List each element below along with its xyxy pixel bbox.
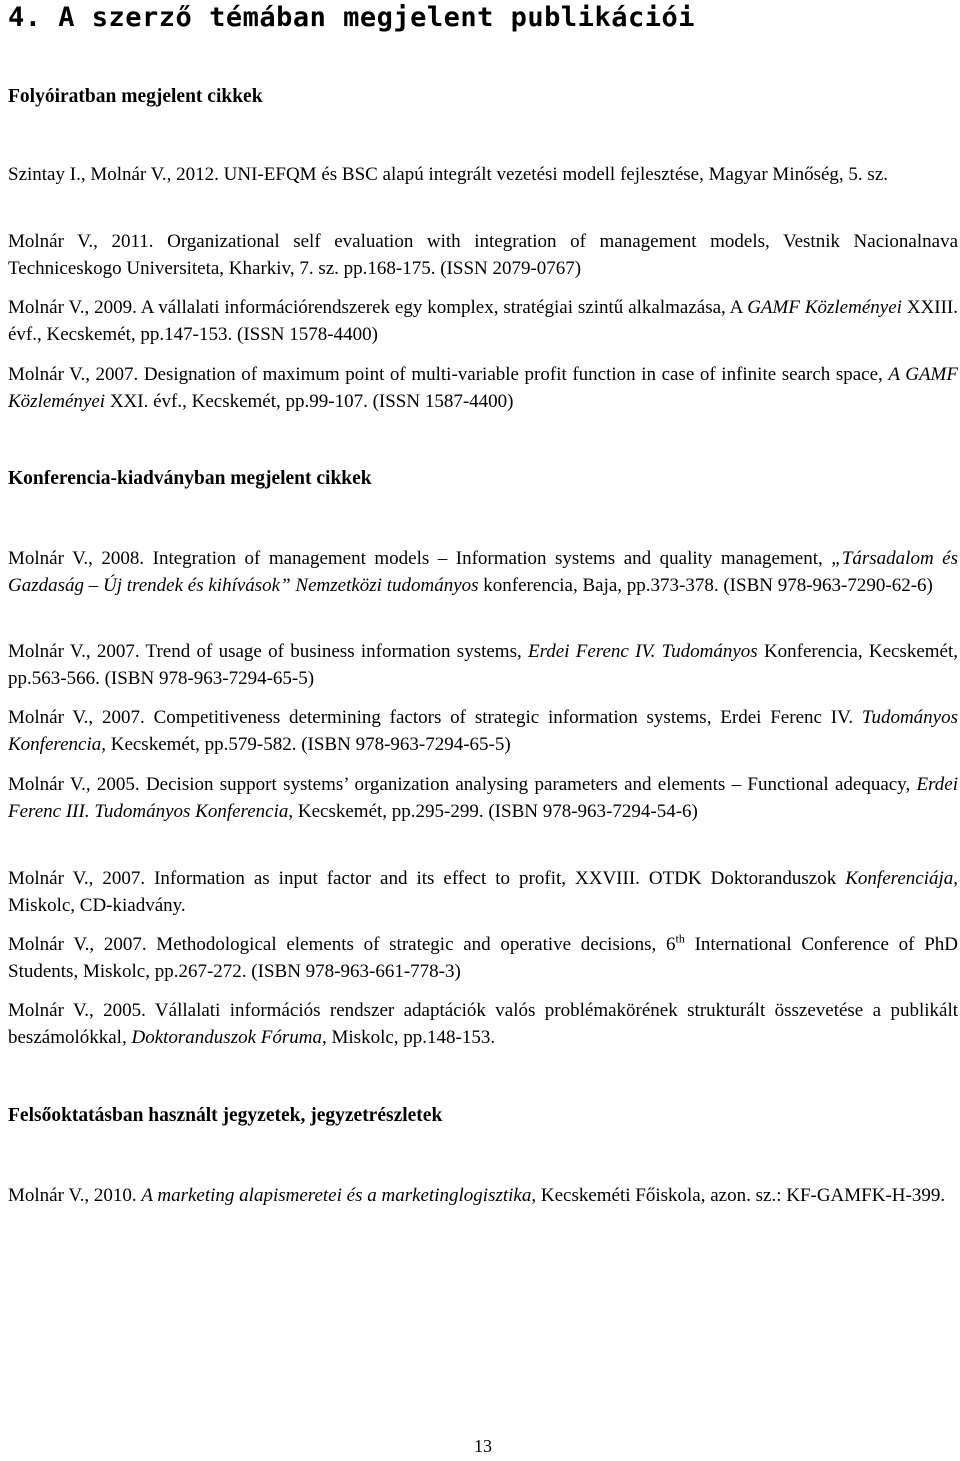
publication-entry: Molnár V., 2007. Trend of usage of business information systems, Erdei Ferenc IV. Tudományos Konferencia, Kecskemét, pp.563-566. (ISBN 978-963-7294-65-5) [8, 641, 958, 689]
publication-entry: Molnár V., 2007. Methodological elements of strategic and operative decisions, 6th International Conference of PhD Students, Miskolc, pp.267-272. (ISBN 978-963-661-778-3) [8, 931, 958, 982]
publication-entry: Molnár V., 2008. Integration of management models – Information systems and quality management, „Társadalom és Gazdaság – Új trendek és kihívások” Nemzetközi tudományos konferencia, Baja, pp.373-378. (ISBN 978-963-7290-62-6) [8, 548, 959, 596]
page-number: 13 [474, 1436, 492, 1456]
publication-entry: Molnár V., 2011. Organizational self evaluation with integration of management models, Vestnik Nacionalnava Techniceskogo Universiteta, Kharkiv, 7. sz. pp.168-175. (ISSN 2079-0767) [8, 231, 958, 279]
publication-entry: Molnár V., 2005. Decision support systems’ organization analysing parameters and elements – Functional adequacy, Erdei Ferenc III. Tudományos Konferencia, Kecskemét, pp.295-299. (ISBN 978-963-7294-54-6) [8, 774, 958, 822]
publication-entry: Molnár V., 2007. Information as input factor and its effect to profit, XXVIII. OTDK Doktoranduszok Konferenciája, Miskolc, CD-kiadvány. [8, 868, 958, 916]
publication-entry: Molnár V., 2005. Vállalati információs rendszer adaptációk valós problémakörének strukturált összevetése a publikált beszámolókkal, Doktoranduszok Fóruma, Miskolc, pp.148-153. [8, 1000, 958, 1048]
section-title-conferences: Konferencia-kiadványban megjelent cikkek [8, 468, 372, 489]
section-title-journals: Folyóiratban megjelent cikkek [8, 86, 263, 107]
chapter-title: 4. A szerző témában megjelent publikációi [8, 2, 695, 33]
publication-entry: Szintay I., Molnár V., 2012. UNI-EFQM és BSC alapú integrált vezetési modell fejlesztése, Magyar Minőség, 5. sz. [8, 164, 889, 185]
publication-entry: Molnár V., 2010. A marketing alapismeretei és a marketinglogisztika, Kecskeméti Főiskola, azon. sz.: KF-GAMFK-H-399. [8, 1185, 946, 1206]
publication-entry: Molnár V., 2007. Competitiveness determining factors of strategic information systems, Erdei Ferenc IV. Tudományos Konferencia, Kecskemét, pp.579-582. (ISBN 978-963-7294-65-5) [8, 707, 958, 755]
publication-entry: Molnár V., 2007. Designation of maximum point of multi-variable profit function in case of infinite search space, A GAMF Közleményei XXI. évf., Kecskemét, pp.99-107. (ISSN 1587-4400) [8, 364, 958, 412]
publication-entry: Molnár V., 2009. A vállalati információrendszerek egy komplex, stratégiai szintű alkalmazása, A GAMF Közleményei XXIII. évf., Kecskemét, pp.147-153. (ISSN 1578-4400) [8, 297, 958, 345]
section-title-notes: Felsőoktatásban használt jegyzetek, jegyzetrészletek [8, 1105, 443, 1126]
